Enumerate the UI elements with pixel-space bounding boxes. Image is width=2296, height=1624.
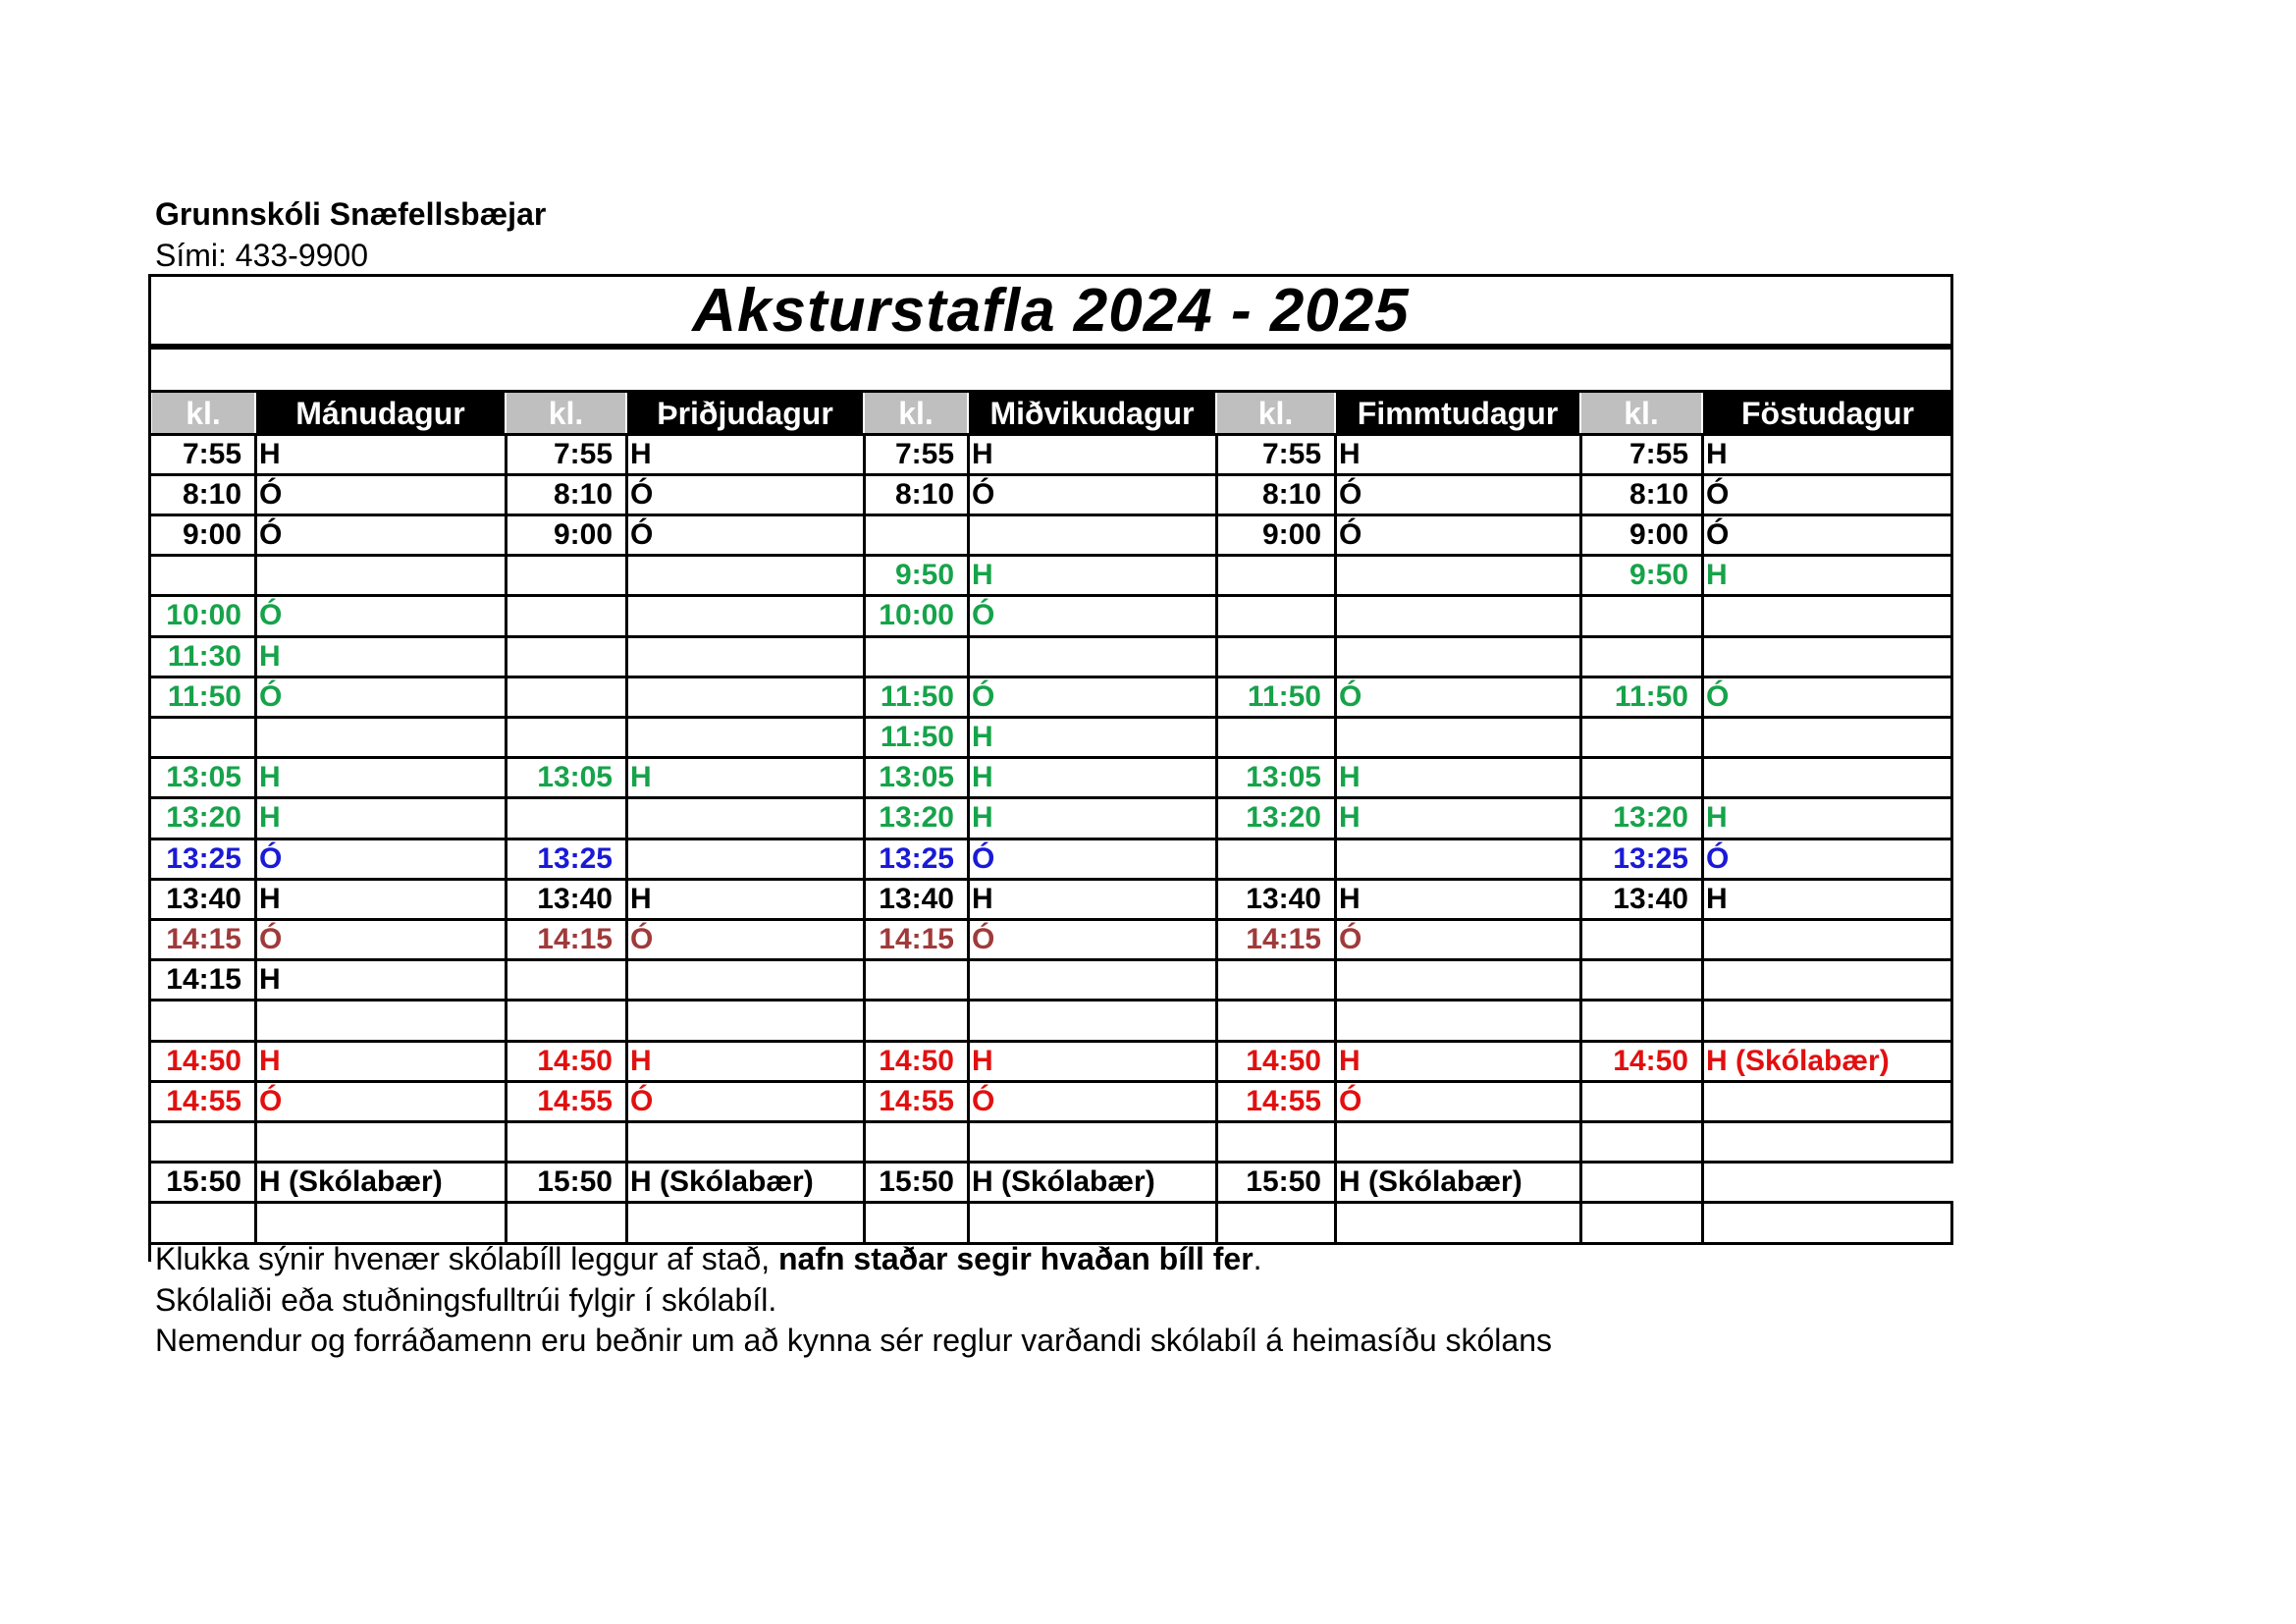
time-cell: [1216, 717, 1335, 757]
time-cell: [506, 1121, 626, 1162]
header-day-2: Miðvikudagur: [969, 393, 1215, 434]
stop-cell: Ó: [259, 599, 283, 632]
header-kl-4: kl.: [1581, 393, 1701, 434]
time-cell: 14:50: [879, 1044, 954, 1077]
time-cell: 13:05: [537, 761, 613, 794]
stop-cell: [1335, 596, 1580, 636]
time-cell: 11:50: [880, 679, 954, 713]
stop-cell: H: [630, 437, 652, 470]
time-cell: 14:50: [166, 1044, 241, 1077]
stop-cell: H: [259, 639, 281, 673]
note-line-3: Nemendur og forráðamenn eru beðnir um að kynna sér reglur varðandi skólabíl á heimasíðu skólans: [155, 1323, 1552, 1358]
title-box: [151, 274, 1953, 350]
stop-cell: [1702, 636, 1953, 677]
time-cell: [506, 960, 626, 1001]
time-cell: 13:25: [166, 841, 241, 875]
stop-cell: Ó: [1706, 477, 1730, 511]
time-cell: [151, 556, 255, 596]
stop-cell: H: [1706, 559, 1728, 592]
stop-cell: [626, 1001, 864, 1041]
time-cell: 14:15: [166, 922, 241, 955]
header-day-4: Föstudagur: [1703, 393, 1952, 434]
stop-cell: [255, 1203, 506, 1243]
stop-cell: H: [1706, 437, 1728, 470]
time-cell: 14:55: [537, 1084, 613, 1117]
stop-cell: H: [1706, 882, 1728, 915]
time-cell: 8:10: [182, 477, 241, 511]
stop-cell: [968, 1203, 1216, 1243]
time-cell: [1580, 758, 1702, 798]
stop-cell: [626, 677, 864, 717]
time-cell: 11:50: [1614, 679, 1688, 713]
time-cell: [151, 1121, 255, 1162]
stop-cell: H: [1339, 437, 1361, 470]
stop-cell: Ó: [1706, 679, 1730, 713]
row-divider: [151, 635, 1953, 638]
row-divider: [151, 1040, 1953, 1043]
row-divider: [151, 594, 1953, 597]
stop-cell: Ó: [259, 1084, 283, 1117]
row-divider: [151, 838, 1953, 840]
time-cell: [864, 1203, 968, 1243]
note-line-2: Skólaliði eða stuðningsfulltrúi fylgir í skólabíl.: [155, 1282, 777, 1318]
row-divider: [151, 796, 1953, 799]
time-cell: 15:50: [1246, 1165, 1321, 1199]
time-cell: 14:15: [537, 922, 613, 955]
stop-cell: H: [259, 761, 281, 794]
stop-cell: Ó: [972, 1084, 995, 1117]
time-cell: 8:10: [894, 477, 954, 511]
time-cell: [1216, 596, 1335, 636]
stop-cell: H: [972, 882, 993, 915]
stop-cell: H: [259, 963, 281, 997]
stop-cell: H: [1339, 801, 1361, 835]
time-cell: 13:20: [166, 801, 241, 835]
stop-cell: Ó: [630, 477, 654, 511]
time-cell: [506, 556, 626, 596]
stop-cell: H (Skólabær): [259, 1165, 443, 1199]
stop-cell: H: [972, 761, 993, 794]
time-cell: [864, 514, 968, 555]
time-cell: 7:55: [553, 437, 613, 470]
time-cell: 13:25: [1613, 841, 1688, 875]
time-cell: 14:50: [1613, 1044, 1688, 1077]
time-cell: 13:40: [879, 882, 954, 915]
stop-cell: [1702, 1081, 1953, 1121]
stop-cell: [1702, 1121, 1953, 1162]
time-cell: 9:50: [894, 559, 954, 592]
stop-cell: H: [972, 801, 993, 835]
column-divider: [1950, 1203, 1953, 1243]
stop-cell: [968, 514, 1216, 555]
time-cell: 11:50: [1247, 679, 1321, 713]
stop-cell: Ó: [972, 922, 995, 955]
time-cell: 13:25: [537, 841, 613, 875]
time-cell: 14:55: [166, 1084, 241, 1117]
stop-cell: Ó: [259, 922, 283, 955]
header-day-0: Mánudagur: [256, 393, 505, 434]
row-divider: [151, 958, 1953, 961]
stop-cell: [626, 1121, 864, 1162]
time-cell: 14:15: [879, 922, 954, 955]
column-divider: [1215, 434, 1218, 1243]
time-cell: [1580, 1081, 1702, 1121]
stop-cell: [968, 636, 1216, 677]
time-cell: 14:15: [166, 963, 241, 997]
row-divider: [151, 756, 1953, 759]
time-cell: 7:55: [182, 437, 241, 470]
time-cell: [1580, 717, 1702, 757]
time-cell: [1580, 1163, 1702, 1203]
stop-cell: H: [630, 882, 652, 915]
header-kl-2: kl.: [865, 393, 967, 434]
time-cell: [1216, 1203, 1335, 1243]
stop-cell: [1702, 717, 1953, 757]
time-cell: [151, 1203, 255, 1243]
time-cell: [506, 1203, 626, 1243]
stop-cell: Ó: [1706, 517, 1730, 551]
time-cell: [1580, 1001, 1702, 1041]
time-cell: [506, 798, 626, 839]
time-cell: 7:55: [894, 437, 954, 470]
schedule-sheet: [148, 274, 1950, 1262]
stop-cell: [1702, 596, 1953, 636]
stop-cell: [626, 839, 864, 879]
stop-cell: [626, 1203, 864, 1243]
time-cell: [506, 1001, 626, 1041]
column-divider: [1950, 393, 1953, 1163]
stop-cell: Ó: [259, 841, 283, 875]
school-name: Grunnskóli Snæfellsbæjar: [155, 196, 547, 232]
time-cell: 10:00: [166, 599, 241, 632]
time-cell: 13:20: [1246, 801, 1321, 835]
time-cell: 15:50: [537, 1165, 613, 1199]
time-cell: [506, 596, 626, 636]
stop-cell: H: [972, 437, 993, 470]
stop-cell: Ó: [1339, 477, 1362, 511]
stop-cell: H: [1706, 801, 1728, 835]
time-cell: [1580, 919, 1702, 959]
stop-cell: Ó: [1339, 517, 1362, 551]
column-divider: [625, 434, 628, 1243]
stop-cell: Ó: [630, 1084, 654, 1117]
stop-cell: [1702, 919, 1953, 959]
stop-cell: [626, 798, 864, 839]
header-kl-0: kl.: [152, 393, 254, 434]
row-divider: [151, 514, 1953, 516]
stop-cell: H: [972, 720, 993, 753]
row-divider: [151, 676, 1953, 678]
column-divider: [254, 434, 257, 1243]
header-kl-3: kl.: [1217, 393, 1334, 434]
time-cell: 14:50: [1246, 1044, 1321, 1077]
time-cell: 14:55: [1246, 1084, 1321, 1117]
time-cell: 7:55: [1261, 437, 1321, 470]
stop-cell: Ó: [630, 517, 654, 551]
stop-cell: H (Skólabær): [630, 1165, 814, 1199]
row-divider: [151, 716, 1953, 719]
time-cell: [1216, 960, 1335, 1001]
stop-cell: H: [259, 882, 281, 915]
time-cell: 9:00: [1629, 517, 1688, 551]
time-cell: 9:00: [182, 517, 241, 551]
column-divider: [505, 434, 507, 1243]
column-divider: [1334, 434, 1337, 1243]
time-cell: [1216, 636, 1335, 677]
time-cell: 13:20: [879, 801, 954, 835]
stop-cell: [1335, 960, 1580, 1001]
stop-cell: [1335, 556, 1580, 596]
stop-cell: Ó: [972, 841, 995, 875]
stop-cell: Ó: [1339, 679, 1362, 713]
time-cell: [1216, 839, 1335, 879]
note-line-1-bold: nafn staðar segir hvaðan bíll fer: [777, 1241, 1254, 1276]
stop-cell: Ó: [259, 477, 283, 511]
stop-cell: [255, 1121, 506, 1162]
stop-cell: [626, 596, 864, 636]
stop-cell: H (Skólabær): [1339, 1165, 1522, 1199]
stop-cell: H: [1339, 761, 1361, 794]
time-cell: [864, 1001, 968, 1041]
row-divider: [151, 433, 1953, 436]
time-cell: 13:40: [166, 882, 241, 915]
column-divider: [967, 434, 970, 1243]
time-cell: [1580, 596, 1702, 636]
time-cell: 15:50: [166, 1165, 241, 1199]
time-cell: 11:50: [167, 679, 241, 713]
stop-cell: H: [630, 1044, 652, 1077]
stop-cell: Ó: [1339, 922, 1362, 955]
time-cell: [1580, 636, 1702, 677]
row-divider: [151, 473, 1953, 476]
time-cell: [151, 1001, 255, 1041]
note-line-1-suffix: .: [1253, 1241, 1262, 1276]
row-divider: [151, 1120, 1953, 1123]
header-day-3: Fimmtudagur: [1336, 393, 1579, 434]
stop-cell: [968, 1121, 1216, 1162]
time-cell: 13:05: [166, 761, 241, 794]
row-divider: [151, 1201, 1953, 1204]
stop-cell: [1335, 1203, 1580, 1243]
stop-cell: Ó: [259, 517, 283, 551]
row-divider: [151, 878, 1953, 881]
time-cell: 13:40: [537, 882, 613, 915]
time-cell: [1580, 1203, 1702, 1243]
time-cell: [151, 717, 255, 757]
stop-cell: Ó: [972, 477, 995, 511]
stop-cell: [1702, 960, 1953, 1001]
stop-cell: [626, 960, 864, 1001]
time-cell: [864, 1121, 968, 1162]
row-divider: [151, 999, 1953, 1001]
note-line-1-text: Klukka sýnir hvenær skólabíll leggur af stað,: [155, 1241, 778, 1276]
stop-cell: [255, 1001, 506, 1041]
time-cell: 14:15: [1246, 922, 1321, 955]
stop-cell: H: [1339, 1044, 1361, 1077]
row-divider: [151, 1161, 1953, 1164]
time-cell: [864, 960, 968, 1001]
stop-cell: [255, 717, 506, 757]
row-divider: [151, 1080, 1953, 1083]
time-cell: 8:10: [553, 477, 613, 511]
time-cell: [506, 636, 626, 677]
stop-cell: H: [259, 801, 281, 835]
time-cell: 8:10: [1629, 477, 1688, 511]
stop-cell: [626, 717, 864, 757]
header-day-1: Þriðjudagur: [627, 393, 863, 434]
stop-cell: [968, 1001, 1216, 1041]
time-cell: 11:30: [167, 639, 241, 673]
stop-cell: [626, 556, 864, 596]
time-cell: 7:55: [1629, 437, 1688, 470]
time-cell: [1216, 556, 1335, 596]
page-title: Aksturstafla 2024 - 2025: [692, 276, 1410, 345]
stop-cell: [1335, 636, 1580, 677]
time-cell: 14:55: [879, 1084, 954, 1117]
note-line-1: [155, 1241, 1262, 1277]
stop-cell: [626, 636, 864, 677]
stop-cell: H: [972, 559, 993, 592]
stop-cell: [255, 556, 506, 596]
stop-cell: [1335, 1121, 1580, 1162]
column-divider: [1701, 434, 1704, 1243]
stop-cell: H: [259, 1044, 281, 1077]
column-divider: [1579, 434, 1582, 1243]
stop-cell: [1335, 839, 1580, 879]
time-cell: 13:05: [1246, 761, 1321, 794]
stop-cell: [1335, 717, 1580, 757]
stop-cell: Ó: [630, 922, 654, 955]
time-cell: 13:05: [879, 761, 954, 794]
stop-cell: Ó: [1706, 841, 1730, 875]
stop-cell: Ó: [972, 599, 995, 632]
time-cell: 9:00: [1261, 517, 1321, 551]
stop-cell: H: [630, 761, 652, 794]
stop-cell: [1702, 758, 1953, 798]
stop-cell: H: [972, 1044, 993, 1077]
stop-cell: H (Skólabær): [1706, 1044, 1890, 1077]
stop-cell: Ó: [972, 679, 995, 713]
stop-cell: Ó: [259, 679, 283, 713]
time-cell: [1580, 960, 1702, 1001]
stop-cell: H (Skólabær): [972, 1165, 1155, 1199]
time-cell: [1216, 1121, 1335, 1162]
stop-cell: [1335, 1001, 1580, 1041]
time-cell: 11:50: [880, 720, 954, 753]
school-phone: Sími: 433-9900: [155, 238, 369, 273]
stop-cell: [1702, 1001, 1953, 1041]
stop-cell: [968, 960, 1216, 1001]
time-cell: [506, 677, 626, 717]
row-divider: [151, 554, 1953, 557]
time-cell: [1216, 1001, 1335, 1041]
time-cell: [864, 636, 968, 677]
time-cell: 8:10: [1261, 477, 1321, 511]
time-cell: 9:50: [1629, 559, 1688, 592]
row-divider: [151, 918, 1953, 921]
stop-cell: H: [1339, 882, 1361, 915]
time-cell: [506, 717, 626, 757]
spacer-row: [151, 350, 1953, 393]
time-cell: 13:40: [1613, 882, 1688, 915]
time-cell: 10:00: [879, 599, 954, 632]
stop-cell: [1702, 1203, 1953, 1243]
header-kl-1: kl.: [507, 393, 625, 434]
time-cell: [1580, 1121, 1702, 1162]
time-cell: 13:20: [1613, 801, 1688, 835]
time-cell: 13:40: [1246, 882, 1321, 915]
time-cell: 14:50: [537, 1044, 613, 1077]
column-divider: [863, 434, 866, 1243]
stop-cell: [1702, 1163, 1953, 1203]
time-cell: 9:00: [553, 517, 613, 551]
stop-cell: Ó: [1339, 1084, 1362, 1117]
time-cell: 15:50: [879, 1165, 954, 1199]
time-cell: 13:25: [879, 841, 954, 875]
stop-cell: H: [259, 437, 281, 470]
